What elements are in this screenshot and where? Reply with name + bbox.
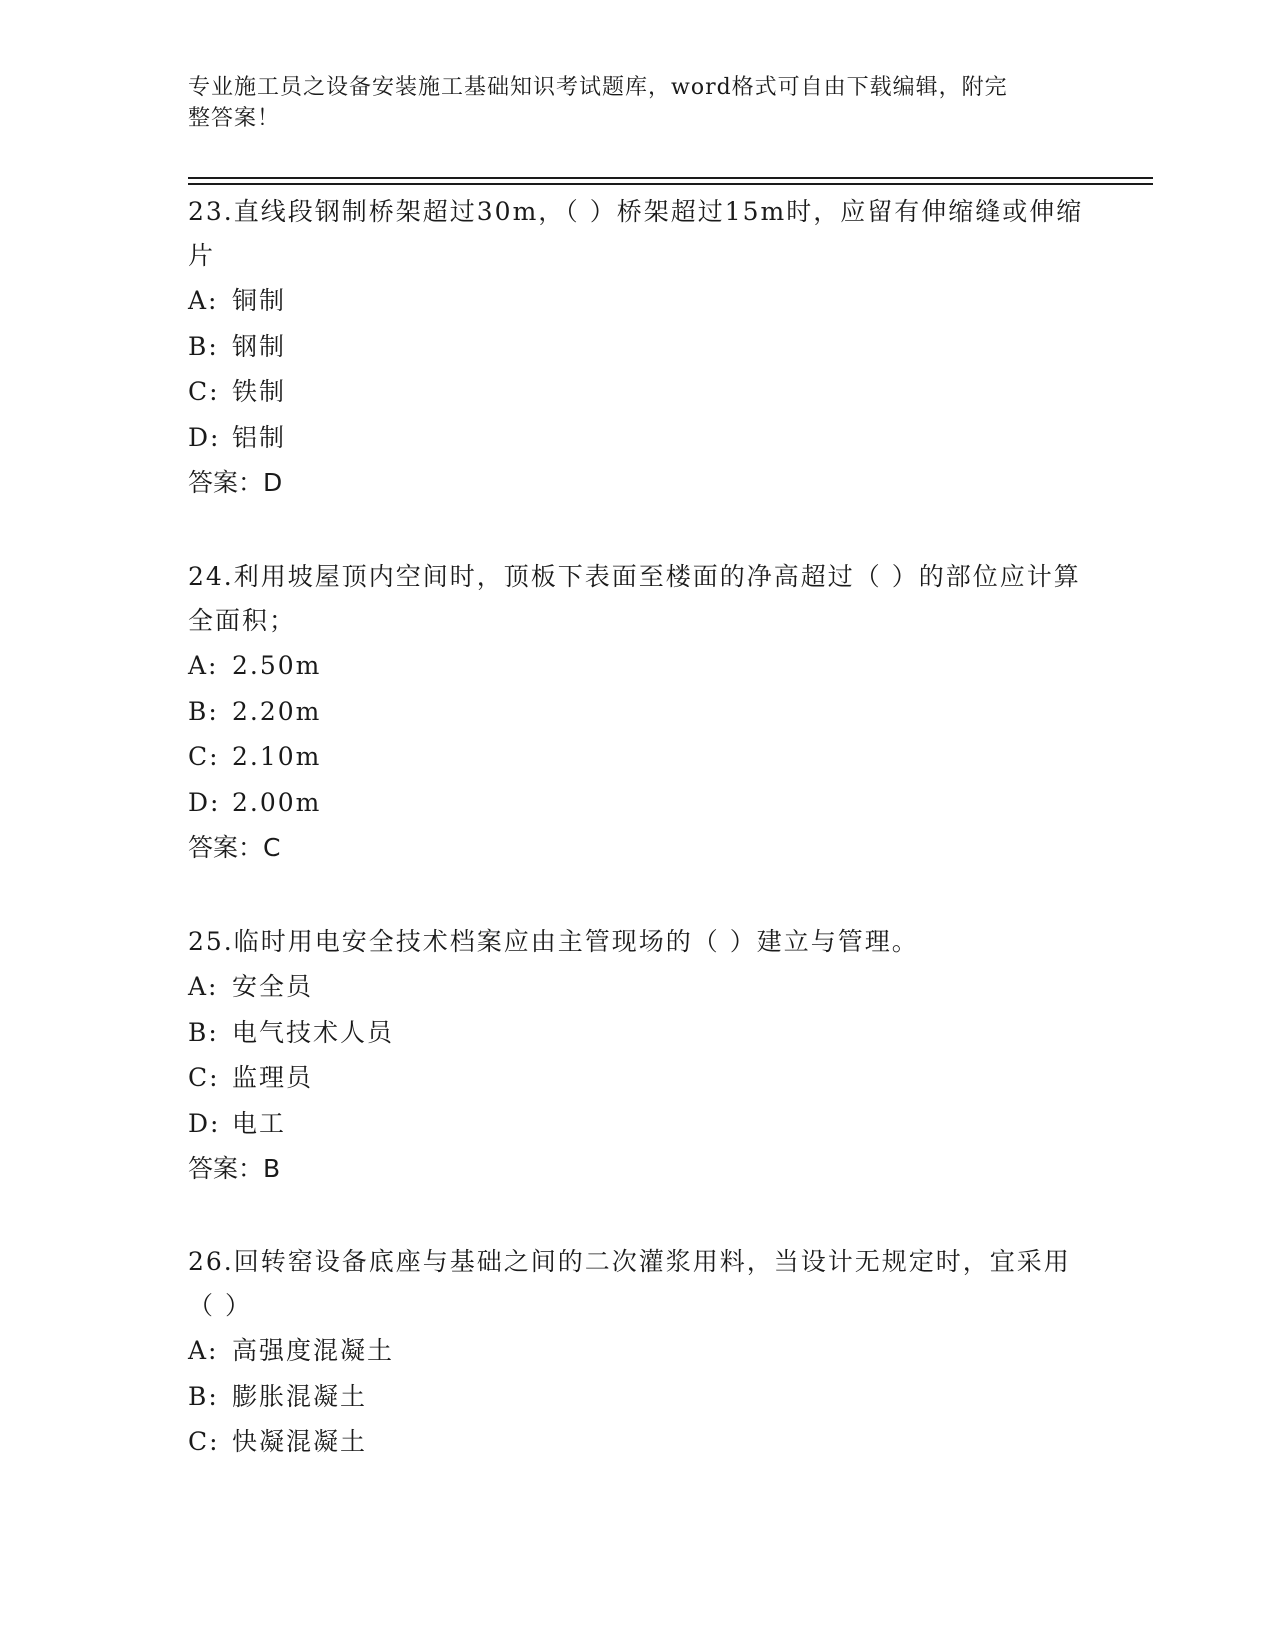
question-text: 25.临时用电安全技术档案应由主管现场的（ ）建立与管理。 [188, 927, 919, 956]
option-value: 2.50m [232, 651, 322, 680]
option-key: D: [188, 1108, 221, 1138]
option-value: 钢制 [232, 331, 287, 361]
header-line-2: 整答案！ [188, 106, 281, 131]
option-value: 高强度混凝土 [232, 1336, 395, 1365]
option-value: 2.10m [232, 742, 322, 771]
option-a [188, 964, 1088, 1010]
option-c [188, 734, 1088, 780]
option-value: 电气技术人员 [232, 1017, 395, 1047]
question-text: 23.直线段钢制桥架超过30m，（ ）桥架超过15m时，应留有伸缩缝或伸缩片 [188, 197, 1084, 270]
option-value: 铁制 [232, 377, 287, 406]
option-d [188, 780, 1088, 826]
header-line-1: 专业施工员之设备安装施工基础知识考试题库，word格式可自由下载编辑，附完 [188, 75, 1008, 100]
option-value: 快凝混凝土 [232, 1427, 368, 1456]
option-a [188, 1328, 1088, 1374]
option-a [188, 643, 1088, 689]
option-key: C: [188, 1427, 220, 1456]
option-key: B: [188, 331, 219, 361]
option-value: 电工 [232, 1108, 287, 1138]
document-header [188, 72, 1078, 134]
option-key: A: [188, 972, 219, 1001]
option-value: 铝制 [232, 422, 287, 452]
option-key: A: [188, 651, 219, 680]
option-key: B: [188, 696, 219, 726]
option-b [188, 689, 1088, 735]
option-value: 2.00m [232, 787, 322, 817]
option-key: D: [188, 787, 221, 817]
question-text: 24.利用坡屋顶内空间时，顶板下表面至楼面的净高超过（ ）的部位应计算全面积； [188, 562, 1081, 635]
option-value: 膨胀混凝土 [232, 1381, 368, 1411]
option-d [188, 1101, 1088, 1147]
option-key: B: [188, 1381, 219, 1411]
option-c [188, 369, 1088, 415]
option-b [188, 1010, 1088, 1056]
answer-line: 答案：D [188, 468, 283, 497]
option-key: C: [188, 742, 220, 771]
option-key: A: [188, 1336, 219, 1365]
option-a [188, 278, 1088, 324]
option-key: B: [188, 1017, 219, 1047]
question-25 [188, 920, 1088, 1191]
option-value: 监理员 [232, 1063, 314, 1092]
option-key: D: [188, 422, 221, 452]
question-24 [188, 555, 1088, 870]
header-divider-bottom [188, 183, 1153, 185]
question-23 [188, 190, 1088, 505]
header-divider-top [188, 177, 1153, 179]
question-text: 26.回转窑设备底座与基础之间的二次灌浆用料，当设计无规定时，宜采用（ ） [188, 1247, 1071, 1320]
option-c [188, 1419, 1088, 1465]
question-26 [188, 1240, 1088, 1465]
option-b [188, 1374, 1088, 1420]
option-value: 铜制 [232, 286, 287, 315]
option-value: 安全员 [232, 972, 314, 1001]
option-d [188, 415, 1088, 461]
option-c [188, 1055, 1088, 1101]
option-key: C: [188, 1063, 220, 1092]
option-key: A: [188, 286, 219, 315]
option-value: 2.20m [232, 696, 322, 726]
answer-line: 答案：B [188, 1154, 281, 1183]
option-b [188, 324, 1088, 370]
option-key: C: [188, 377, 220, 406]
answer-line: 答案：C [188, 833, 281, 862]
